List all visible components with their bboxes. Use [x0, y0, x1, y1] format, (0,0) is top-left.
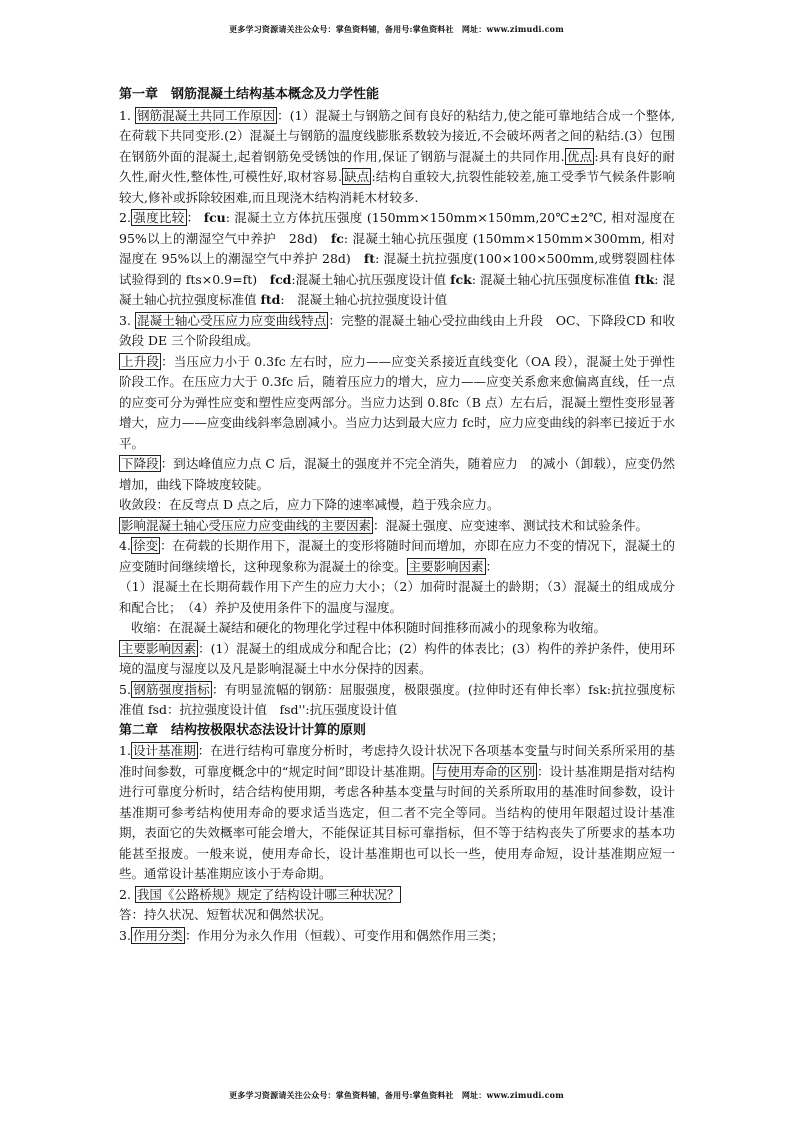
paragraph-text: ：(1）混凝土与钢筋之间有良好的粘结力,使之能可靠地结合成一个整体,在荷载下共同变形.(2）混凝土与钢筋的温度线膨胀系数较为接近,不会破坏两者之间的粘结.(3）包围在钢筋外面的混凝土,起着钢筋免受锈蚀的作用,保证了钢筋与混凝土的共同作用.	[119, 107, 675, 164]
paragraph-text: ：混凝土强度、应变速率、测试技术和试验条件。	[373, 517, 649, 533]
paragraph-text: ：在荷载的长期作用下，混凝土的变形将随时间而增加，亦即在应力不变的情况下，混凝土的应变随时间继续增长，这种现象称为混凝土的徐变。	[119, 538, 675, 574]
chapter-2-title: 第二章 结构按极限状态法设计计算的原则	[119, 722, 367, 738]
paragraph-rising-segment	[119, 352, 675, 455]
paragraph-text: ：设计基准期是指对结构进行可靠度分析时，结合结构使用期，考虑各种基本变量与时间的关系所取用的基准时间参数，设计基准期可参考结构使用寿命的要求适当选定，但二者不完全等同。当结构的使用年限超过设计基准期，表面它的失效概率可能会增大，不能保证其目标可靠指标，但不等于结构丧失了所要求的基本功能甚至报废。一般来说，使用寿命长，设计基准期也可以长一些，使用寿命短，设计基准期应短一些。通常设计基准期应该小于寿命期。	[119, 763, 675, 881]
paragraph-text: ：	[485, 558, 499, 574]
paragraph-text: ：作用分为永久作用（恒载）、可变作用和偶然作用三类；	[184, 927, 504, 943]
paragraph-text: : 混凝土轴心抗拉强度设计值	[280, 292, 448, 307]
paragraph-text: :具有良好的耐久性,耐火性,整体性,可模性好,取材容易.	[119, 148, 676, 184]
boxed-term: 上升段	[121, 353, 160, 369]
paragraph-design-period	[119, 741, 675, 885]
chapter-1-title: 第一章 钢筋混凝土结构基本概念及力学性能	[119, 87, 380, 102]
symbol: fck	[450, 271, 472, 287]
boxed-term: 主要影响因素	[121, 640, 197, 656]
boxed-term: 钢筋混凝土共同工作原因	[136, 107, 276, 123]
boxed-term: 缺点	[343, 169, 370, 184]
page-header: 更多学习资源请关注公众号：掌鱼资料铺，备用号:掌鱼资料社 网址：www.zimudi.com	[229, 24, 564, 34]
paragraph-creep-factors: （1）混凝土在长期荷载作用下产生的应力大小；（2）加荷时混凝土的龄期；（3）混凝土的组成成分和配合比； （4）养护及使用条件下的温度与湿度。	[119, 579, 675, 615]
boxed-term: 徐变	[132, 538, 159, 553]
paragraph-text: : 混凝土轴心抗压强度 (150mm×150mm×300mm, 相对湿度在 95%以上的潮湿空气中养护 28d)	[119, 230, 676, 266]
paragraph-text: : 混凝土轴心抗拉强度标准值	[119, 271, 675, 307]
boxed-term: 混凝土轴心受压应力应变曲线特点	[137, 312, 327, 328]
paragraph-1	[119, 106, 675, 209]
paragraph-text: ：在进行结构可靠度分析时，考虑持久设计状况下各项基本变量与时间关系所采用的基准时间参数，可靠度概念中的“规定时间”即设计基准期。	[119, 743, 675, 779]
page-footer: 更多学习资源请关注公众号：掌鱼资料铺，备用号:掌鱼资料社 网址：www.zimudi.com	[229, 1090, 564, 1100]
paragraph-text: ：有明显流幅的钢筋：屈服强度，极限强度。(拉伸时还有伸长率）fsk:抗拉强度标准值 fsd：抗拉强度设计值 fsd'':抗压强度设计值	[119, 681, 675, 717]
paragraph-text: ：完整的混凝土轴心受拉曲线由上升段 OC、下降段CD 和收敛段 DE 三个阶段组成。	[119, 312, 675, 348]
symbol: ftd	[260, 292, 281, 307]
symbol: fcd	[269, 271, 292, 287]
boxed-term: 主要影响因素	[408, 558, 484, 574]
symbol: ftk	[634, 271, 655, 287]
paragraph-convergence: 收敛段：在反弯点 D 点之后，应力下降的速率减慢，趋于残余应力。	[119, 497, 500, 512]
item-number: 1.	[119, 107, 135, 123]
symbol: ft	[363, 251, 376, 266]
boxed-term: 优点	[566, 148, 593, 164]
boxed-term: 作用分类	[132, 927, 183, 943]
item-number: 3.	[119, 927, 131, 943]
paragraph-creep	[119, 536, 675, 577]
paragraph-text: : 混凝土抗拉强度(100×100×500mm,或劈裂圆柱体试验得到的 fts×0.9=ft)	[119, 251, 676, 287]
boxed-term: 钢筋强度指标	[132, 681, 210, 697]
document-body	[119, 85, 675, 946]
boxed-term: 与使用寿命的区别	[434, 763, 536, 779]
boxed-term: 强度比较	[132, 210, 185, 225]
symbol: fcu	[203, 210, 226, 225]
paragraph-falling-segment	[119, 454, 675, 495]
paragraph-text: ：当压应力小于 0.3fc 左右时，应力——应变关系接近直线变化（OA 段），混凝土处于弹性阶段工作。在压应力大于 0.3fc 后，随着压应力的增大，应力——应变关系愈来愈偏离直线，任一点的应变可分为弹性应变和塑性应变两部分。当应力达到 0.8fc（B 点）左右后，混凝土塑性变形显著增大，应力——应变曲线斜率急剧减小。当应力达到最大应力 fc时，应力应变曲线的斜率已接近于水平。	[119, 353, 675, 451]
boxed-term: 下降段	[121, 456, 159, 471]
paragraph-answer: 答：持久状况、短暂状况和偶然状况。	[119, 907, 332, 922]
item-number: 2.	[119, 886, 135, 902]
paragraph-text: ：(1）混凝土的组成成分和配合比；(2）构件的体表比；(3）构件的养护条件，使用环境的温度与湿度以及凡是影响混凝土中水分保持的因素。	[119, 640, 675, 676]
item-number: 5.	[119, 681, 131, 697]
boxed-term: 设计基准期	[132, 743, 196, 758]
paragraph-text: :混凝土轴心抗压强度设计值	[291, 271, 451, 287]
item-number: 4.	[119, 538, 131, 553]
paragraph-action-classes	[119, 926, 675, 947]
paragraph-question	[119, 885, 675, 906]
paragraph-text: ：到达峰值应力点 C 后，混凝土的强度并不完全消失，随着应力 的减小（卸载），应变仍然增加，曲线下降坡度较陡。	[119, 456, 675, 492]
boxed-term: 影响混凝土轴心受压应力应变曲线的主要因素	[121, 517, 372, 533]
item-number: 2.	[119, 210, 131, 225]
paragraph-shrinkage-factors	[119, 639, 675, 680]
paragraph-text: :结构自重较大,抗裂性能较差,施工受季节气候条件影响较大,修补或拆除较困难,而且现浇木结构消耗木材较多.	[119, 169, 675, 205]
paragraph-3	[119, 311, 675, 352]
item-number: 1.	[119, 743, 131, 758]
paragraph-text: ：	[186, 210, 204, 225]
item-number: 3.	[119, 312, 136, 328]
symbol: fc	[330, 230, 344, 246]
paragraph-steel-strength	[119, 680, 675, 721]
paragraph-text: : 混凝土立方体抗压强度 (150mm×150mm×150mm,20℃±2℃, 相对湿度在95%以上的潮湿空气中养护 28d)	[119, 210, 675, 246]
paragraph-shrinkage: 收缩：在混凝土凝结和硬化的物理化学过程中体积随时间推移而减小的现象称为收缩。	[131, 620, 607, 635]
paragraph-text: : 混凝土轴心抗压强度标准值	[471, 271, 635, 287]
paragraph-factors	[119, 516, 675, 537]
boxed-term: 我国《公路桥规》规定了结构设计哪三种状况？	[136, 886, 400, 902]
paragraph-2	[119, 208, 675, 311]
